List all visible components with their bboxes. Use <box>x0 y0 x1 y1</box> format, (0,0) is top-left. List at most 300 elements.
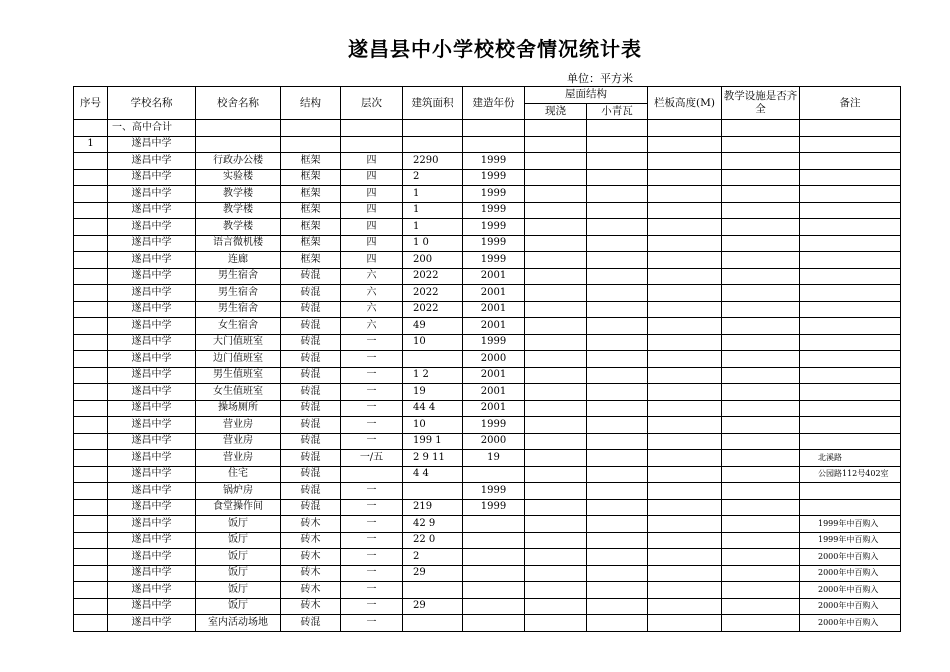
area-cell <box>403 483 463 500</box>
roof-tile-cell <box>587 268 648 285</box>
area-cell: 2 9 11 <box>403 450 463 467</box>
rail-cell <box>648 417 722 434</box>
area-cell: 29 <box>403 565 463 582</box>
year-cell: 1999 <box>463 334 525 351</box>
table-row <box>74 367 901 384</box>
header-row <box>74 87 901 104</box>
roof-cast-cell <box>525 318 587 335</box>
roof-cast-cell <box>525 499 587 516</box>
note-cell <box>800 433 901 450</box>
structure-cell: 砖混 <box>281 268 341 285</box>
school-cell: 遂昌中学 <box>108 483 196 500</box>
seq-cell <box>74 433 108 450</box>
rail-cell <box>648 202 722 219</box>
facilities-cell <box>722 565 800 582</box>
note-cell <box>800 169 901 186</box>
roof-cast-cell <box>525 549 587 566</box>
seq-cell <box>74 153 108 170</box>
header-structure: 结构 <box>281 87 341 120</box>
rail-cell <box>648 400 722 417</box>
year-cell <box>463 516 525 533</box>
school-seq: 1 <box>74 136 108 153</box>
roof-cast-cell <box>525 565 587 582</box>
structure-cell: 砖混 <box>281 615 341 632</box>
building-cell: 饭厅 <box>196 516 281 533</box>
roof-cast-cell <box>525 186 587 203</box>
area-cell: 1 <box>403 202 463 219</box>
floors-cell: 四 <box>341 169 403 186</box>
year-cell: 1999 <box>463 186 525 203</box>
table-row <box>74 285 901 302</box>
roof-cast-cell <box>525 202 587 219</box>
area-cell: 2 <box>403 549 463 566</box>
year-cell: 2000 <box>463 351 525 368</box>
roof-cast-cell <box>525 268 587 285</box>
roof-cast-cell <box>525 351 587 368</box>
seq-cell <box>74 400 108 417</box>
facilities-cell <box>722 334 800 351</box>
facilities-cell <box>722 615 800 632</box>
table-row <box>74 549 901 566</box>
roof-tile-cell <box>587 301 648 318</box>
note-cell <box>800 483 901 500</box>
area-cell: 219 <box>403 499 463 516</box>
building-cell: 男生宿舍 <box>196 268 281 285</box>
rail-cell <box>648 565 722 582</box>
rail-cell <box>648 450 722 467</box>
building-cell: 营业房 <box>196 450 281 467</box>
school-cell: 遂昌中学 <box>108 466 196 483</box>
seq-cell <box>74 565 108 582</box>
facilities-cell <box>722 483 800 500</box>
note-cell: 公园路112号402室 <box>800 466 901 483</box>
area-cell <box>403 582 463 599</box>
building-cell: 锅炉房 <box>196 483 281 500</box>
roof-cast-cell <box>525 169 587 186</box>
facilities-cell <box>722 202 800 219</box>
seq-cell <box>74 582 108 599</box>
roof-tile-cell <box>587 516 648 533</box>
seq-cell <box>74 499 108 516</box>
roof-tile-cell <box>587 433 648 450</box>
roof-tile-cell <box>587 417 648 434</box>
area-cell: 10 <box>403 334 463 351</box>
rail-cell <box>648 235 722 252</box>
school-cell: 遂昌中学 <box>108 615 196 632</box>
building-cell: 实验楼 <box>196 169 281 186</box>
table-row <box>74 219 901 236</box>
roof-tile-cell <box>587 598 648 615</box>
year-cell: 2000 <box>463 433 525 450</box>
facilities-cell <box>722 285 800 302</box>
year-cell: 2001 <box>463 285 525 302</box>
facilities-cell <box>722 351 800 368</box>
roof-tile-cell <box>587 318 648 335</box>
building-cell: 操场厕所 <box>196 400 281 417</box>
roof-tile-cell <box>587 615 648 632</box>
seq-cell <box>74 219 108 236</box>
roof-tile-cell <box>587 153 648 170</box>
structure-cell: 砖混 <box>281 351 341 368</box>
school-cell: 遂昌中学 <box>108 400 196 417</box>
header-school: 学校名称 <box>108 87 196 120</box>
note-cell <box>800 153 901 170</box>
note-cell: 2000年中百购入 <box>800 582 901 599</box>
school-cell: 遂昌中学 <box>108 565 196 582</box>
floors-cell: 四 <box>341 153 403 170</box>
roof-tile-cell <box>587 582 648 599</box>
building-cell: 女生值班室 <box>196 384 281 401</box>
seq-cell <box>74 235 108 252</box>
table-row <box>74 268 901 285</box>
seq-cell <box>74 186 108 203</box>
rail-cell <box>648 186 722 203</box>
roof-tile-cell <box>587 400 648 417</box>
building-cell: 教学楼 <box>196 186 281 203</box>
note-cell <box>800 334 901 351</box>
table-row <box>74 235 901 252</box>
building-cell: 男生值班室 <box>196 367 281 384</box>
facilities-cell <box>722 466 800 483</box>
building-cell: 营业房 <box>196 433 281 450</box>
school-cell: 遂昌中学 <box>108 268 196 285</box>
structure-cell: 砖混 <box>281 367 341 384</box>
rail-cell <box>648 598 722 615</box>
floors-cell: 一 <box>341 499 403 516</box>
facilities-cell <box>722 582 800 599</box>
year-cell: 1999 <box>463 169 525 186</box>
building-cell: 营业房 <box>196 417 281 434</box>
note-cell <box>800 235 901 252</box>
table-row <box>74 615 901 632</box>
roof-tile-cell <box>587 367 648 384</box>
table-row <box>74 318 901 335</box>
table-row <box>74 252 901 269</box>
structure-cell: 砖木 <box>281 598 341 615</box>
header-facilities: 教学设施是否齐全 <box>722 87 800 120</box>
table-row <box>74 186 901 203</box>
floors-cell: 六 <box>341 268 403 285</box>
rail-cell <box>648 252 722 269</box>
area-cell: 42 9 <box>403 516 463 533</box>
school-cell: 遂昌中学 <box>108 235 196 252</box>
facilities-cell <box>722 384 800 401</box>
roof-tile-cell <box>587 466 648 483</box>
roof-tile-cell <box>587 252 648 269</box>
facilities-cell <box>722 499 800 516</box>
school-row <box>74 136 901 153</box>
note-cell: 2000年中百购入 <box>800 615 901 632</box>
building-cell: 行政办公楼 <box>196 153 281 170</box>
facilities-cell <box>722 450 800 467</box>
seq-cell <box>74 252 108 269</box>
building-cell: 饭厅 <box>196 598 281 615</box>
seq-cell <box>74 466 108 483</box>
structure-cell: 框架 <box>281 169 341 186</box>
table-row <box>74 202 901 219</box>
floors-cell: 一 <box>341 417 403 434</box>
year-cell: 2001 <box>463 400 525 417</box>
facilities-cell <box>722 400 800 417</box>
building-cell: 连廊 <box>196 252 281 269</box>
page-title: 遂昌县中小学校校舍情况统计表 <box>348 37 642 61</box>
building-cell: 饭厅 <box>196 549 281 566</box>
school-cell: 遂昌中学 <box>108 285 196 302</box>
floors-cell: 六 <box>341 285 403 302</box>
note-cell <box>800 384 901 401</box>
structure-cell: 砖木 <box>281 516 341 533</box>
area-cell: 49 <box>403 318 463 335</box>
rail-cell <box>648 301 722 318</box>
note-cell: 2000年中百购入 <box>800 549 901 566</box>
roof-cast-cell <box>525 450 587 467</box>
roof-tile-cell <box>587 384 648 401</box>
note-cell <box>800 252 901 269</box>
table-row <box>74 400 901 417</box>
table-row <box>74 483 901 500</box>
floors-cell: 一 <box>341 367 403 384</box>
table-row <box>74 301 901 318</box>
table-row <box>74 565 901 582</box>
school-cell: 遂昌中学 <box>108 582 196 599</box>
school-cell: 遂昌中学 <box>108 598 196 615</box>
area-cell <box>403 615 463 632</box>
facilities-cell <box>722 318 800 335</box>
roof-cast-cell <box>525 483 587 500</box>
floors-cell: 一 <box>341 334 403 351</box>
year-cell <box>463 565 525 582</box>
rail-cell <box>648 615 722 632</box>
floors-cell: 六 <box>341 318 403 335</box>
area-cell: 2 <box>403 169 463 186</box>
note-cell <box>800 219 901 236</box>
school-cell: 遂昌中学 <box>108 219 196 236</box>
header-notes: 备注 <box>800 87 901 120</box>
building-cell: 饭厅 <box>196 532 281 549</box>
note-cell <box>800 351 901 368</box>
year-cell: 2001 <box>463 367 525 384</box>
seq-cell <box>74 268 108 285</box>
structure-cell: 框架 <box>281 153 341 170</box>
rail-cell <box>648 516 722 533</box>
school-cell: 遂昌中学 <box>108 186 196 203</box>
seq-cell <box>74 301 108 318</box>
roof-cast-cell <box>525 219 587 236</box>
seq-cell <box>74 615 108 632</box>
floors-cell: 一 <box>341 565 403 582</box>
facilities-cell <box>722 598 800 615</box>
note-cell: 1999年中百购入 <box>800 516 901 533</box>
facilities-cell <box>722 252 800 269</box>
structure-cell: 砖木 <box>281 582 341 599</box>
roof-cast-cell <box>525 301 587 318</box>
school-cell: 遂昌中学 <box>108 334 196 351</box>
area-cell: 1 2 <box>403 367 463 384</box>
school-cell: 遂昌中学 <box>108 532 196 549</box>
note-cell <box>800 301 901 318</box>
year-cell: 1999 <box>463 235 525 252</box>
building-cell: 食堂操作间 <box>196 499 281 516</box>
rail-cell <box>648 219 722 236</box>
header-seq: 序号 <box>74 87 108 120</box>
table-row <box>74 450 901 467</box>
seq-cell <box>74 532 108 549</box>
floors-cell: 一 <box>341 400 403 417</box>
roof-tile-cell <box>587 169 648 186</box>
floors-cell: 四 <box>341 219 403 236</box>
seq-cell <box>74 384 108 401</box>
structure-cell: 砖混 <box>281 384 341 401</box>
structure-cell: 框架 <box>281 186 341 203</box>
roof-cast-cell <box>525 615 587 632</box>
roof-tile-cell <box>587 334 648 351</box>
roof-cast-cell <box>525 400 587 417</box>
area-cell: 200 <box>403 252 463 269</box>
school-cell: 遂昌中学 <box>108 351 196 368</box>
structure-cell: 框架 <box>281 252 341 269</box>
structure-cell: 砖混 <box>281 450 341 467</box>
header-rail: 栏板高度(M) <box>648 87 722 120</box>
note-cell <box>800 202 901 219</box>
note-cell: 1999年中百购入 <box>800 532 901 549</box>
note-cell <box>800 186 901 203</box>
year-cell <box>463 582 525 599</box>
unit-label: 单位：平方米 <box>567 72 633 85</box>
structure-cell: 砖木 <box>281 532 341 549</box>
section-row <box>74 120 901 137</box>
year-cell: 1999 <box>463 417 525 434</box>
year-cell <box>463 532 525 549</box>
rail-cell <box>648 351 722 368</box>
table-row <box>74 334 901 351</box>
floors-cell: 四 <box>341 235 403 252</box>
roof-cast-cell <box>525 433 587 450</box>
structure-cell: 砖木 <box>281 549 341 566</box>
area-cell: 2022 <box>403 268 463 285</box>
facilities-cell <box>722 532 800 549</box>
note-cell <box>800 318 901 335</box>
area-cell: 44 4 <box>403 400 463 417</box>
floors-cell <box>341 466 403 483</box>
area-cell: 22 0 <box>403 532 463 549</box>
year-cell <box>463 615 525 632</box>
table-row <box>74 532 901 549</box>
floors-cell: 一 <box>341 433 403 450</box>
roof-tile-cell <box>587 549 648 566</box>
area-cell: 19 <box>403 384 463 401</box>
school-name: 遂昌中学 <box>108 136 196 153</box>
area-cell: 4 4 <box>403 466 463 483</box>
roof-tile-cell <box>587 219 648 236</box>
roof-cast-cell <box>525 235 587 252</box>
area-cell: 2022 <box>403 301 463 318</box>
facilities-cell <box>722 417 800 434</box>
building-cell: 教学楼 <box>196 202 281 219</box>
year-cell: 2001 <box>463 301 525 318</box>
area-cell: 1 0 <box>403 235 463 252</box>
floors-cell: 一 <box>341 549 403 566</box>
structure-cell: 框架 <box>281 219 341 236</box>
rail-cell <box>648 532 722 549</box>
year-cell: 1999 <box>463 219 525 236</box>
area-cell <box>403 351 463 368</box>
header-year: 建造年份 <box>463 87 525 120</box>
roof-cast-cell <box>525 532 587 549</box>
floors-cell: 四 <box>341 186 403 203</box>
floors-cell: 一 <box>341 483 403 500</box>
seq-cell <box>74 483 108 500</box>
roof-tile-cell <box>587 499 648 516</box>
facilities-cell <box>722 235 800 252</box>
building-cell: 住宅 <box>196 466 281 483</box>
structure-cell: 砖混 <box>281 318 341 335</box>
roof-cast-cell <box>525 598 587 615</box>
roof-cast-cell <box>525 153 587 170</box>
building-cell: 教学楼 <box>196 219 281 236</box>
facilities-cell <box>722 186 800 203</box>
floors-cell: 一 <box>341 532 403 549</box>
school-cell: 遂昌中学 <box>108 549 196 566</box>
area-cell: 1 <box>403 219 463 236</box>
roof-cast-cell <box>525 466 587 483</box>
floors-cell: 一 <box>341 615 403 632</box>
year-cell: 1999 <box>463 252 525 269</box>
note-cell <box>800 268 901 285</box>
area-cell: 2022 <box>403 285 463 302</box>
facilities-cell <box>722 367 800 384</box>
structure-cell: 框架 <box>281 235 341 252</box>
area-cell: 29 <box>403 598 463 615</box>
header-floors: 层次 <box>341 87 403 120</box>
seq-cell <box>74 450 108 467</box>
floors-cell: 一 <box>341 516 403 533</box>
school-cell: 遂昌中学 <box>108 417 196 434</box>
rail-cell <box>648 466 722 483</box>
note-cell <box>800 499 901 516</box>
facilities-cell <box>722 433 800 450</box>
building-cell: 语言微机楼 <box>196 235 281 252</box>
table-row <box>74 153 901 170</box>
year-cell: 1999 <box>463 499 525 516</box>
facilities-cell <box>722 549 800 566</box>
building-cell: 大门值班室 <box>196 334 281 351</box>
facilities-cell <box>722 268 800 285</box>
seq-cell <box>74 318 108 335</box>
year-cell: 2001 <box>463 384 525 401</box>
seq-cell <box>74 169 108 186</box>
header-building: 校舍名称 <box>196 87 281 120</box>
header-roof-cast: 现浇 <box>525 103 587 120</box>
note-cell <box>800 285 901 302</box>
building-cell: 男生宿舍 <box>196 285 281 302</box>
facilities-cell <box>722 301 800 318</box>
rail-cell <box>648 433 722 450</box>
area-cell: 199 1 <box>403 433 463 450</box>
school-cell: 遂昌中学 <box>108 433 196 450</box>
school-cell: 遂昌中学 <box>108 318 196 335</box>
table-row <box>74 499 901 516</box>
rail-cell <box>648 549 722 566</box>
floors-cell: 四 <box>341 252 403 269</box>
seq-cell <box>74 285 108 302</box>
floors-cell: 四 <box>341 202 403 219</box>
building-cell: 女生宿舍 <box>196 318 281 335</box>
structure-cell: 框架 <box>281 202 341 219</box>
seq-cell <box>74 516 108 533</box>
year-cell: 1999 <box>463 202 525 219</box>
roof-tile-cell <box>587 450 648 467</box>
header-area: 建筑面积 <box>403 87 463 120</box>
